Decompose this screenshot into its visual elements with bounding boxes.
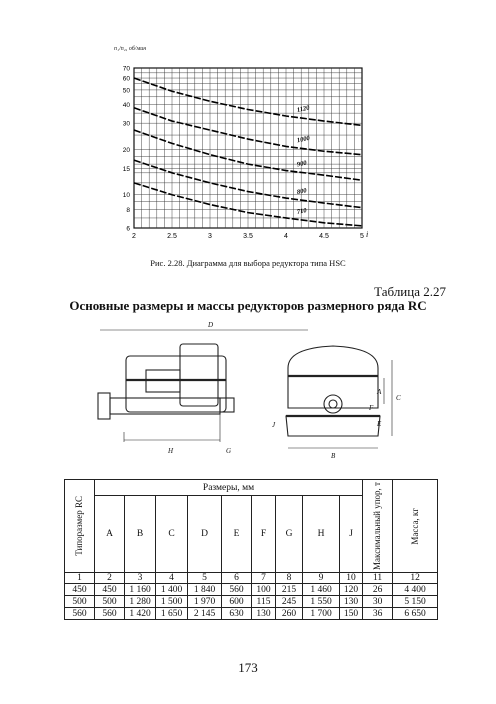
table-row [65,608,438,620]
table-cell: 500 [95,596,125,608]
table-title: Основные размеры и массы редукторов размерного ряда RC [69,298,427,313]
table-cell: 215 [276,584,303,596]
y-tick-label: 40 [122,101,130,109]
table-cell: 1 160 [125,584,156,596]
y-tick-label: 15 [122,165,130,173]
label-a: A [377,388,382,396]
y-tick-label: 70 [122,65,130,73]
table-cell: 560 [95,608,125,620]
table-cell: 150 [340,608,363,620]
curve-label: 1000 [296,134,311,145]
y-axis-label: n₁/n₂, об/мин [114,46,147,52]
index-cell: 10 [340,573,363,584]
dim-col-header: A [95,496,125,573]
x-tick-label: 2 [132,233,136,240]
table-cell: 6 650 [393,608,438,620]
dimensions-table [64,479,438,620]
table-cell: 1 280 [125,596,156,608]
dim-col-header: H [303,496,340,573]
table-cell: 1 550 [303,596,340,608]
y-tick-label: 10 [122,192,130,200]
table-cell: 1 400 [156,584,188,596]
dim-col-header: J [340,496,363,573]
table-cell: 36 [363,608,393,620]
gearbox-drawing [88,318,418,478]
curve-label: 710 [296,207,308,216]
y-tick-label: 8 [126,206,130,214]
table-cell: 130 [340,596,363,608]
table-cell: 26 [363,584,393,596]
chart-ticks [123,66,364,241]
index-cell: 8 [276,573,303,584]
curve-label: 900 [296,159,308,169]
table-cell: 115 [252,596,276,608]
table-cell: 1 970 [188,596,222,608]
table-cell: 100 [252,584,276,596]
size-header-cell: Типоразмер RC [65,480,95,573]
index-cell: 2 [95,573,125,584]
table-cell: 450 [95,584,125,596]
base-end [286,416,380,436]
table-cell: 2 145 [188,608,222,620]
x-tick-label: 3 [208,233,212,240]
x-tick-label: 4.5 [319,233,329,240]
x-tick-label: 4 [284,233,288,240]
table-body [65,584,438,620]
index-cell: 1 [65,573,95,584]
table-row [65,596,438,608]
table-cell: 1 420 [125,608,156,620]
index-cell: 9 [303,573,340,584]
label-e: E [377,420,382,428]
curve-label: 800 [296,187,308,197]
x-axis-label: i [366,230,369,239]
table-cell: 1 460 [303,584,340,596]
label-g: G [226,447,232,455]
table-cell: 1 700 [303,608,340,620]
table-cell: 600 [222,596,252,608]
index-cell: 5 [188,573,222,584]
dim-col-header: G [276,496,303,573]
table-cell: 260 [276,608,303,620]
table-cell: 130 [252,608,276,620]
y-tick-label: 50 [122,87,130,95]
dim-col-header: B [125,496,156,573]
table-cell: 120 [340,584,363,596]
table-cell: 245 [276,596,303,608]
label-j: J [272,421,276,429]
table-cell: 500 [65,596,95,608]
x-tick-label: 2.5 [167,233,177,240]
table-row [65,584,438,596]
table-cell: 1 840 [188,584,222,596]
index-cell: 7 [252,573,276,584]
index-cell: 6 [222,573,252,584]
dim-col-header: F [252,496,276,573]
table-cell: 1 500 [156,596,188,608]
index-cell: 3 [125,573,156,584]
label-h: H [168,447,174,455]
table-number: Таблица 2.27 [374,284,446,299]
y-tick-label: 30 [122,120,130,128]
table-cell: 630 [222,608,252,620]
output-flange [220,398,234,412]
thrust-header-cell: Максимальный упор, т [363,480,393,573]
curve-label: 1120 [296,104,311,114]
motor-block [180,344,218,406]
output-shaft-end [324,395,342,413]
table-cell: 4 400 [393,584,438,596]
table-cell: 30 [363,596,393,608]
dim-col-header: D [188,496,222,573]
label-c: C [396,394,401,402]
dim-col-header: C [156,496,188,573]
index-cell: 4 [156,573,188,584]
label-f: F [369,404,374,412]
y-tick-label: 60 [122,75,130,83]
table-cell: 450 [65,584,95,596]
figure-caption: Рис. 2.28. Диаграмма для выбора редуктора типа HSC [150,258,346,268]
index-cell: 12 [393,573,438,584]
input-flange [98,393,110,419]
table-cell: 560 [222,584,252,596]
index-row [65,573,438,584]
selection-diagram [92,40,382,255]
y-tick-label: 6 [126,225,130,233]
dims-header: Размеры, мм [95,480,363,496]
x-tick-label: 3.5 [243,233,253,240]
label-d: D [208,321,214,329]
label-b: B [331,452,336,460]
y-tick-label: 20 [122,147,130,155]
index-cell: 11 [363,573,393,584]
housing-front [126,356,226,412]
mass-header-cell: Масса, кг [393,480,438,573]
table-cell: 5 150 [393,596,438,608]
dim-col-header: E [222,496,252,573]
page-number: 173 [238,660,258,675]
table-cell: 560 [65,608,95,620]
x-tick-label: 5 [360,233,364,240]
table-cell: 1 650 [156,608,188,620]
